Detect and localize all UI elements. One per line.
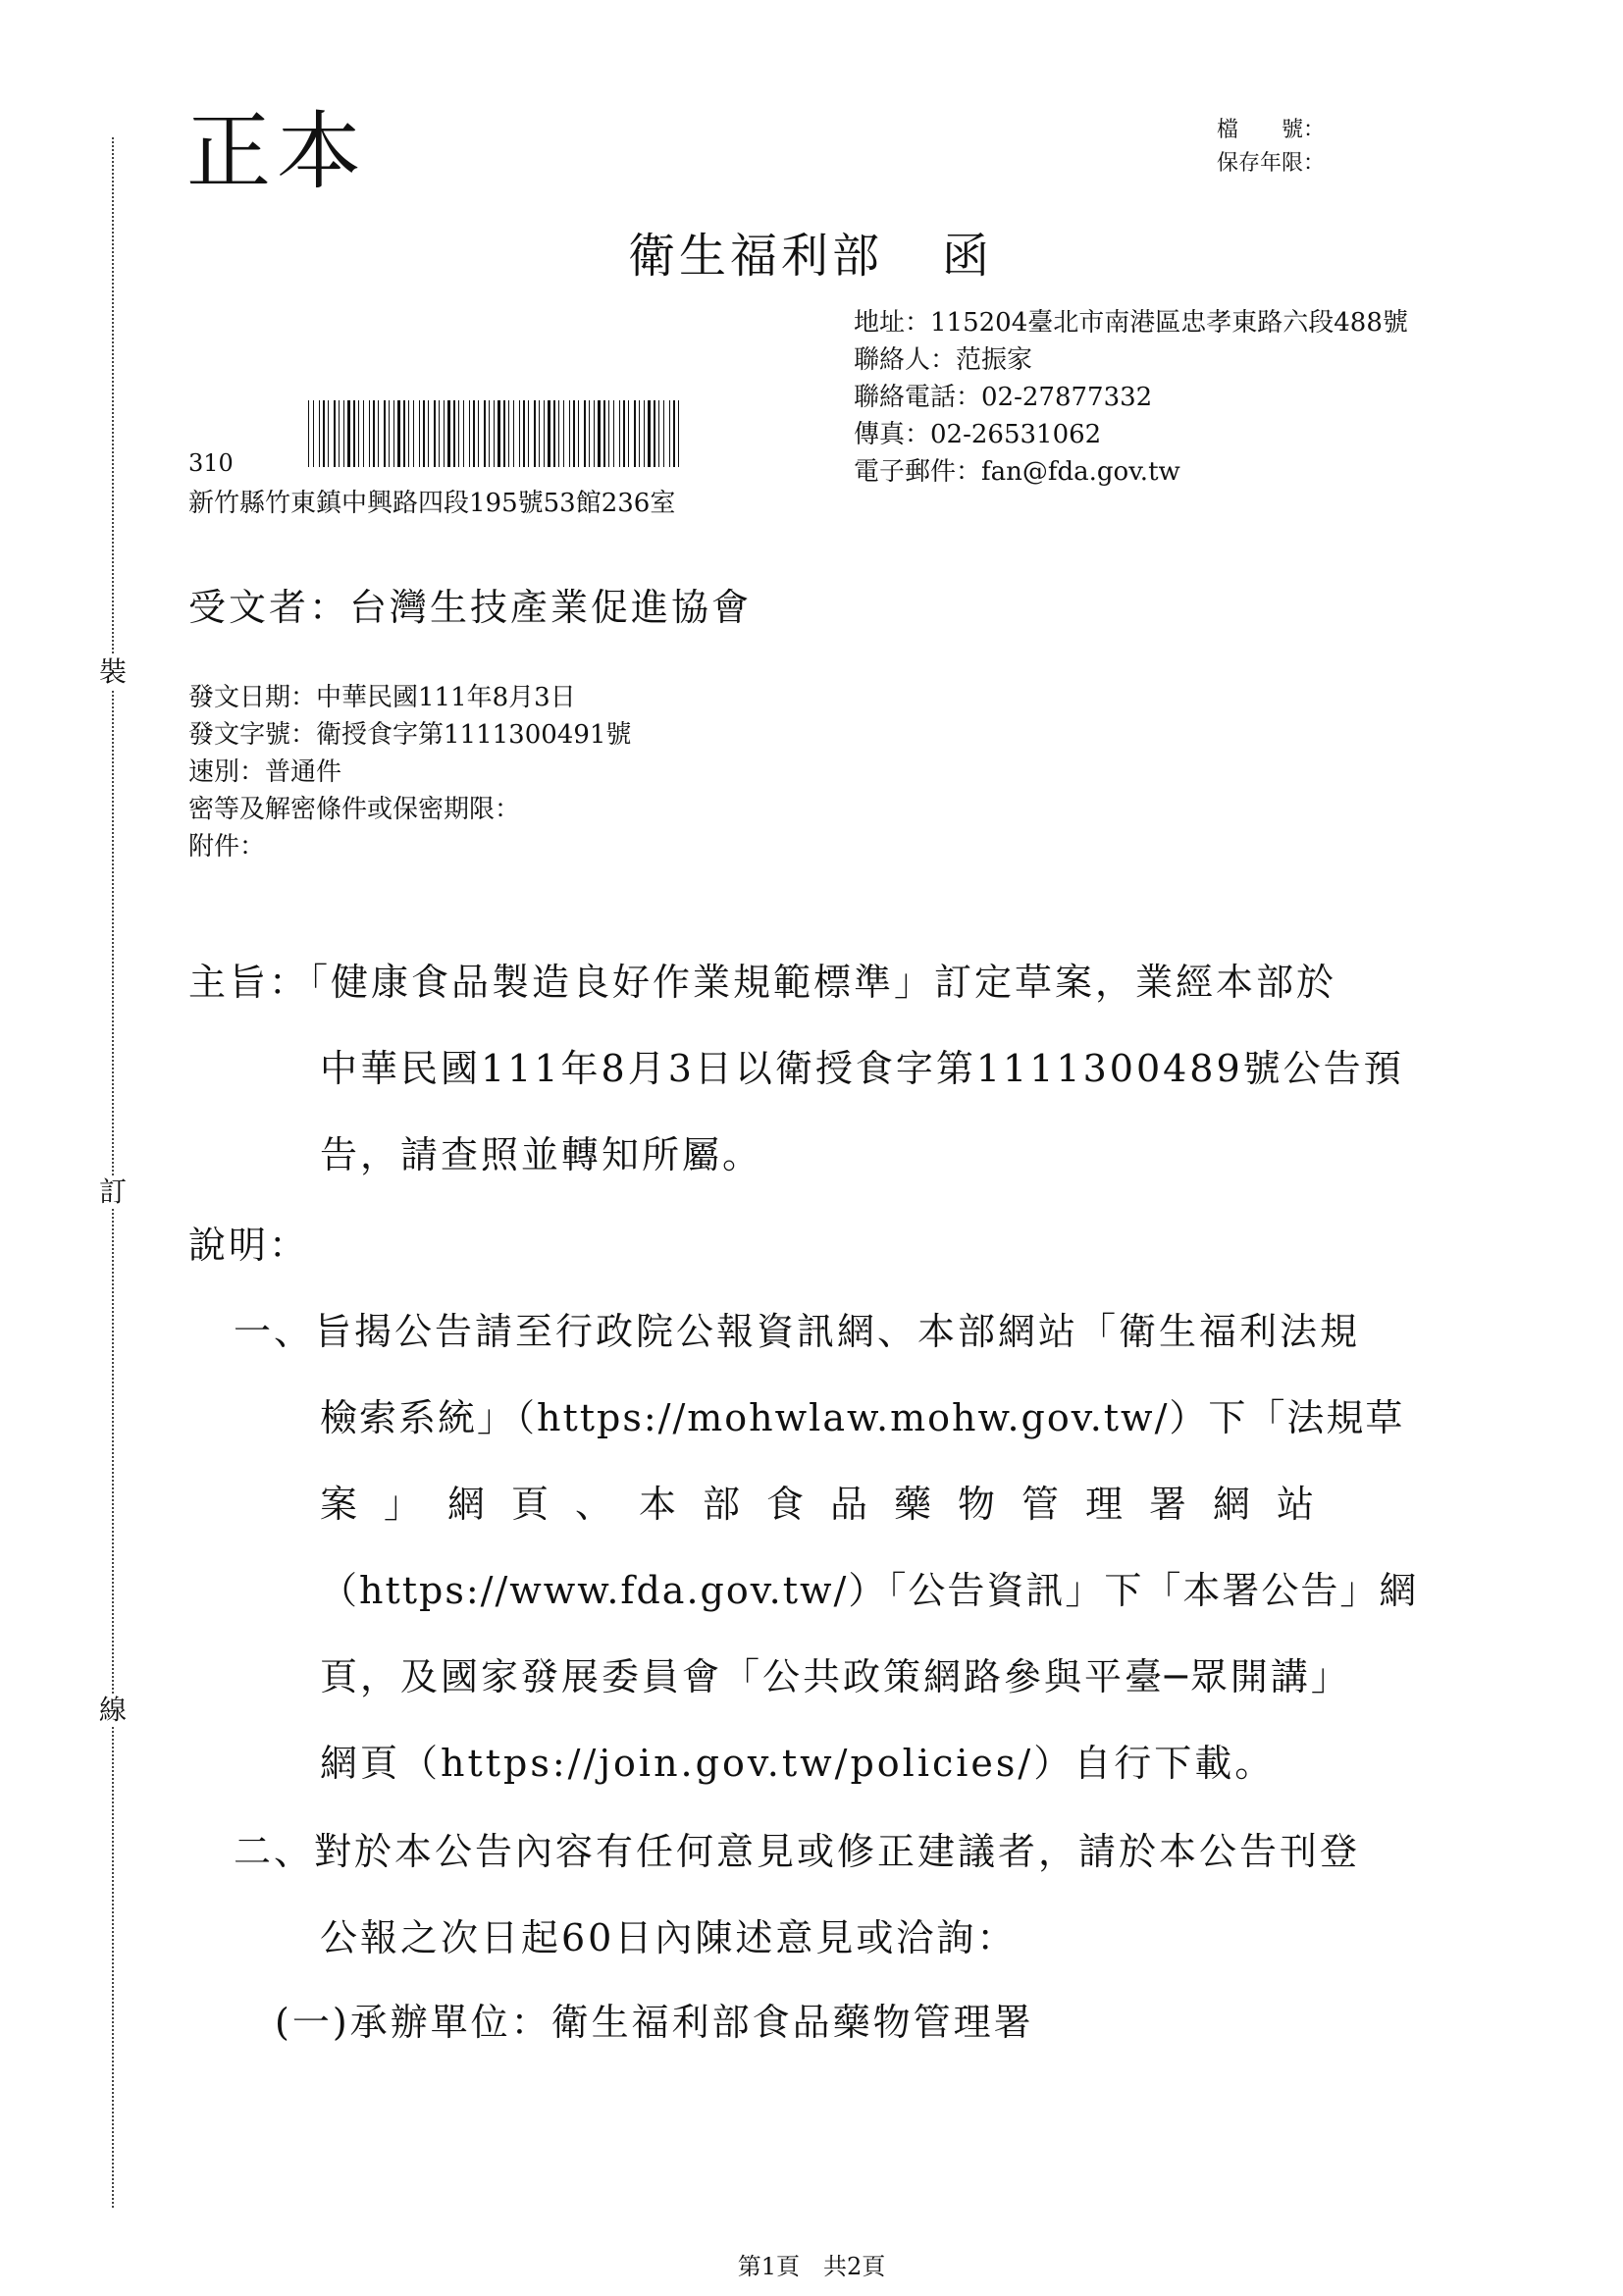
mailing-address: 新竹縣竹東鎮中興路四段195號53館236室	[188, 489, 676, 518]
document-number: 發文字號：衛授食字第1111300491號	[188, 720, 632, 750]
subject-line-2: 中華民國111年8月3日以衛授食字第1111300489號公告預	[320, 1047, 1404, 1090]
delivery-speed: 速別：普通件	[188, 757, 342, 787]
binding-mark-ding: 訂	[96, 1175, 130, 1209]
agency-name: 衛生福利部	[628, 229, 884, 284]
document-meta	[188, 679, 631, 865]
contact-address: 地址：115204臺北市南港區忠孝東路六段488號	[854, 308, 1408, 338]
item2-line-1: 二、對於本公告內容有任何意見或修正建議者，請於本公告刊登	[234, 1830, 1361, 1873]
issue-date: 發文日期：中華民國111年8月3日	[188, 683, 576, 712]
subject-line-1: 主旨：「健康食品製造良好作業規範標準」訂定草案，業經本部於	[188, 961, 1337, 1004]
barcode-image	[306, 400, 685, 467]
explanation-label: 說明：	[188, 1224, 310, 1267]
contact-email: 電子郵件：fan@fda.gov.tw	[854, 457, 1180, 487]
item2-line-2: 公報之次日起60日內陳述意見或洽詢：	[320, 1916, 1018, 1959]
binding-mark-xian: 線	[96, 1694, 130, 1727]
contact-fax: 傳真：02-26531062	[854, 420, 1102, 449]
item1-line-6: 網頁（https://join.gov.tw/policies/）自行下載。	[320, 1742, 1276, 1785]
retention-period: 保存年限：	[1217, 151, 1326, 176]
contact-phone: 聯絡電話：02-27877332	[854, 383, 1153, 412]
item1-line-5: 頁，及國家發展委員會「公共政策網路參與平臺─眾開講」	[320, 1655, 1351, 1698]
contact-block	[854, 304, 1408, 491]
file-meta	[1217, 114, 1325, 181]
subject-line-3: 告，請查照並轉知所屬。	[320, 1133, 763, 1176]
document-title	[628, 218, 993, 286]
binding-line	[112, 137, 114, 2208]
attachments: 附件：	[188, 832, 266, 861]
recipient: 受文者：台灣生技產業促進協會	[188, 586, 753, 629]
secrecy-level: 密等及解密條件或保密期限：	[188, 795, 521, 824]
page-number: 第1頁 共2頁	[737, 2253, 886, 2280]
original-copy-stamp: 正本	[186, 103, 367, 201]
item1-line-3: 案」網頁、本部食品藥物管理署網站	[320, 1483, 1341, 1526]
item1-line-4: （https://www.fda.gov.tw/）「公告資訊」下「本署公告」網	[320, 1569, 1419, 1612]
postal-code: 310	[188, 449, 234, 477]
sub-item-1: (一)承辦單位：衛生福利部食品藥物管理署	[275, 2001, 1034, 2044]
contact-person: 聯絡人：范振家	[854, 345, 1033, 375]
item1-line-2: 檢索系統」（https://mohwlaw.mohw.gov.tw/）下「法規草	[320, 1396, 1405, 1439]
document-type: 函	[942, 229, 994, 284]
binding-mark-zhuang: 裝	[96, 655, 130, 689]
file-number: 檔 號：	[1217, 118, 1326, 142]
item1-line-1: 一、旨揭公告請至行政院公報資訊網、本部網站「衛生福利法規	[234, 1310, 1361, 1353]
